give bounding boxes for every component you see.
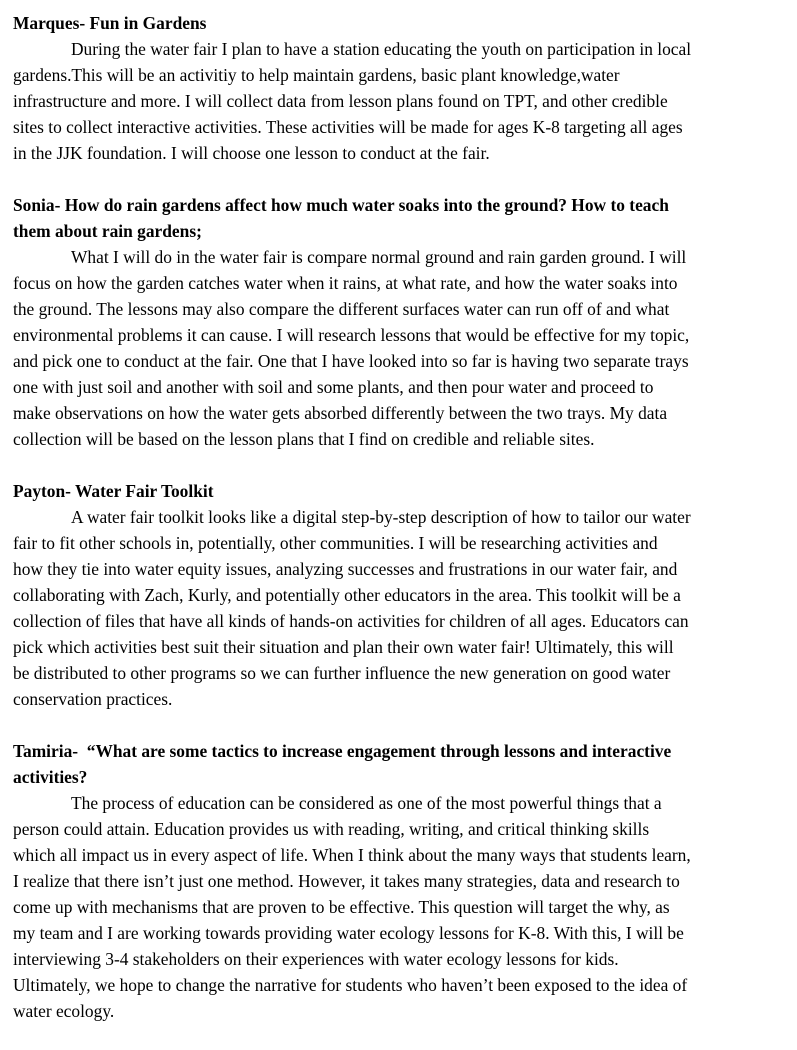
paragraph-line: be distributed to other programs so we can further influence the new generation on good water: [13, 663, 671, 683]
heading-line: Sonia- How do rain gardens affect how much water soaks into the ground? How to teach: [13, 195, 669, 215]
paragraph-line: come up with mechanisms that are proven to be effective. This question will target the why, as: [13, 897, 670, 917]
section-tamiria: [13, 738, 793, 1024]
paragraph-line: What I will do in the water fair is compare normal ground and rain garden ground. I will: [71, 247, 687, 267]
heading-line: activities?: [13, 767, 88, 787]
paragraph-line: which all impact us in every aspect of life. When I think about the many ways that students learn,: [13, 845, 691, 865]
section-paragraph: [13, 36, 793, 166]
section-heading: [13, 192, 793, 244]
paragraph-line: in the JJK foundation. I will choose one lesson to conduct at the fair.: [13, 143, 490, 163]
paragraph-line: my team and I are working towards providing water ecology lessons for K-8. With this, I will be: [13, 923, 684, 943]
paragraph-line: I realize that there isn’t just one method. However, it takes many strategies, data and research to: [13, 871, 680, 891]
section-paragraph: [13, 790, 793, 1024]
paragraph-line: collaborating with Zach, Kurly, and potentially other educators in the area. This toolkit will be a: [13, 585, 681, 605]
paragraph-line: interviewing 3-4 stakeholders on their experiences with water ecology lessons for kids.: [13, 949, 619, 969]
paragraph-line: sites to collect interactive activities. These activities will be made for ages K-8 targeting all ages: [13, 117, 683, 137]
section-marques: [13, 10, 793, 166]
paragraph-line: focus on how the garden catches water when it rains, at what rate, and how the water soaks into: [13, 273, 678, 293]
heading-line: Tamiria- “What are some tactics to increase engagement through lessons and interactive: [13, 741, 672, 761]
paragraph-line: the ground. The lessons may also compare the different surfaces water can run off of and what: [13, 299, 670, 319]
paragraph-line: make observations on how the water gets absorbed differently between the two trays. My data: [13, 403, 668, 423]
paragraph-line: and pick one to conduct at the fair. One that I have looked into so far is having two separate trays: [13, 351, 689, 371]
section-sonia: [13, 192, 793, 452]
heading-line: them about rain gardens;: [13, 221, 202, 241]
document-body: [13, 10, 793, 1050]
paragraph-line: how they tie into water equity issues, analyzing successes and frustrations in our water fair, and: [13, 559, 678, 579]
paragraph-line: environmental problems it can cause. I will research lessons that would be effective for my topic,: [13, 325, 690, 345]
paragraph-line: conservation practices.: [13, 689, 173, 709]
paragraph-line: Ultimately, we hope to change the narrative for students who haven’t been exposed to the idea of: [13, 975, 688, 995]
paragraph-line: person could attain. Education provides us with reading, writing, and critical thinking skills: [13, 819, 650, 839]
paragraph-line: infrastructure and more. I will collect data from lesson plans found on TPT, and other credible: [13, 91, 668, 111]
section-heading: [13, 738, 793, 790]
paragraph-line: During the water fair I plan to have a station educating the youth on participation in local: [71, 39, 692, 59]
paragraph-line: pick which activities best suit their situation and plan their own water fair! Ultimately, this will: [13, 637, 674, 657]
heading-line: Payton- Water Fair Toolkit: [13, 481, 214, 501]
paragraph-line: fair to fit other schools in, potentially, other communities. I will be researching activities and: [13, 533, 658, 553]
section-paragraph: [13, 244, 793, 452]
paragraph-line: A water fair toolkit looks like a digital step-by-step description of how to tailor our water: [71, 507, 691, 527]
section-heading: [13, 10, 793, 36]
paragraph-line: gardens.This will be an activitiy to help maintain gardens, basic plant knowledge,water: [13, 65, 620, 85]
paragraph-line: collection of files that have all kinds of hands-on activities for children of all ages. Educators can: [13, 611, 689, 631]
section-payton: [13, 478, 793, 712]
paragraph-line: one with just soil and another with soil and some plants, and then pour water and proceed to: [13, 377, 654, 397]
paragraph-line: The process of education can be considered as one of the most powerful things that a: [71, 793, 662, 813]
paragraph-line: water ecology.: [13, 1001, 115, 1021]
section-paragraph: [13, 504, 793, 712]
heading-line: Marques- Fun in Gardens: [13, 13, 207, 33]
paragraph-line: collection will be based on the lesson plans that I find on credible and reliable sites.: [13, 429, 595, 449]
section-heading: [13, 478, 793, 504]
